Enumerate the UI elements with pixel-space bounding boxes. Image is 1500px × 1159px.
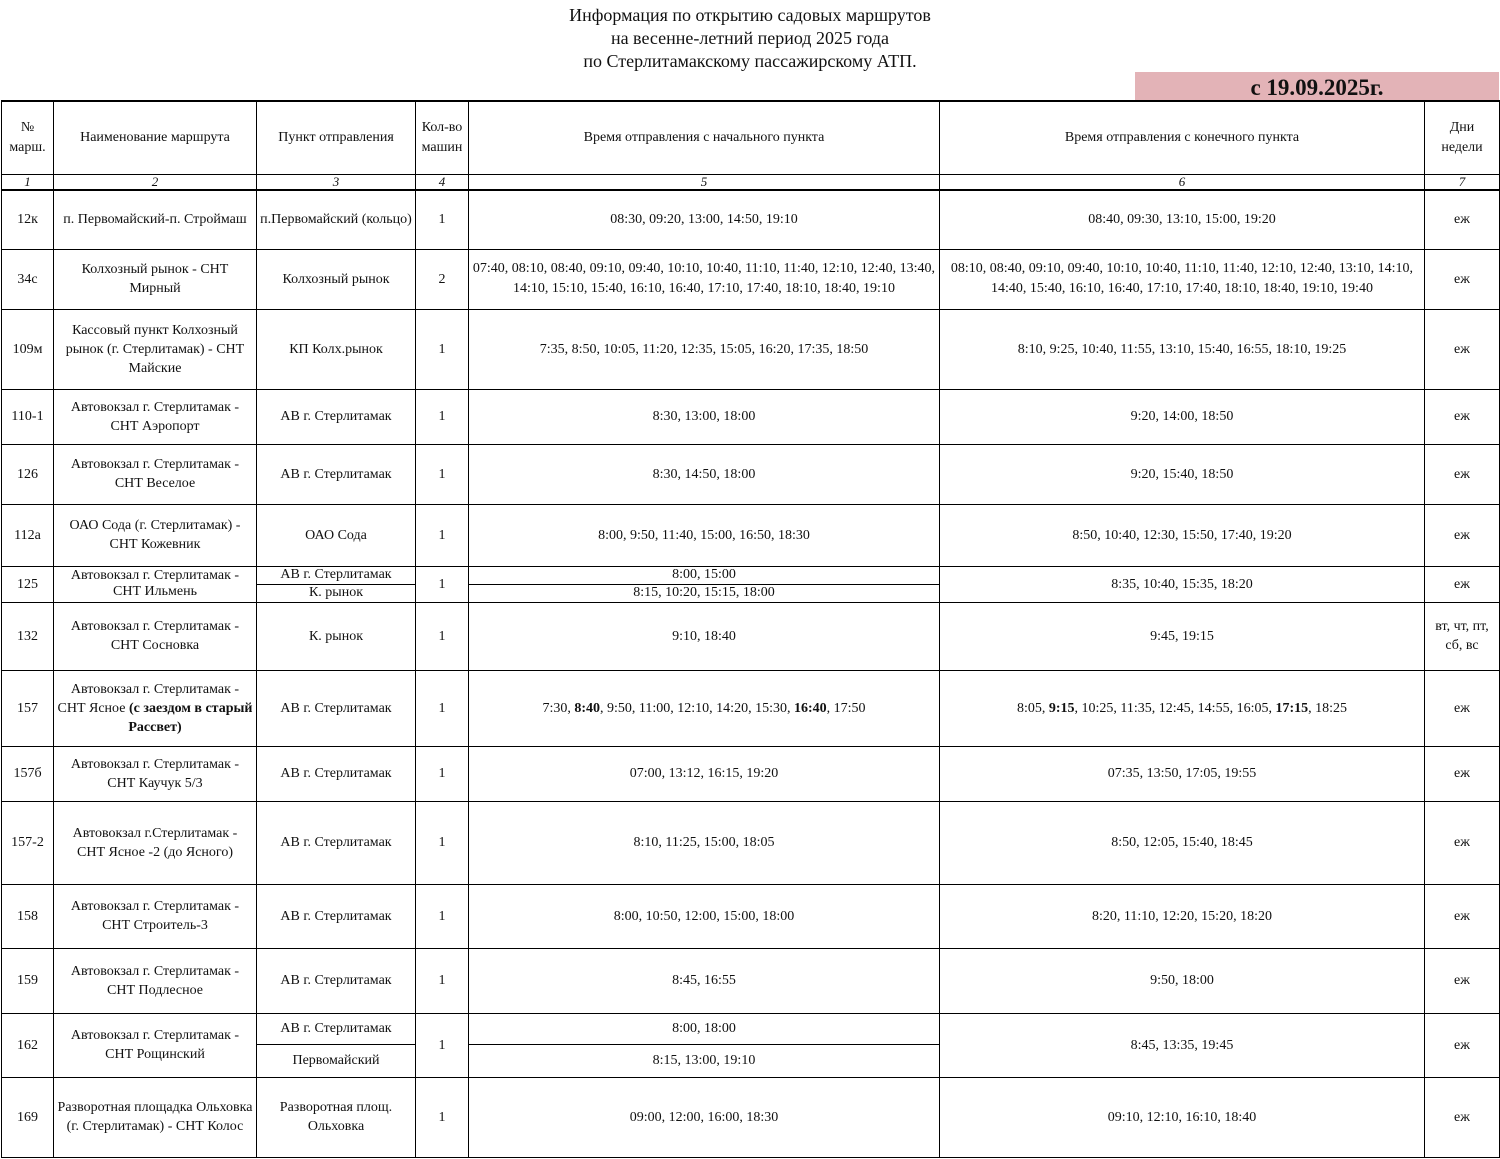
times-start: 8:15, 13:00, 19:10 <box>469 1044 940 1077</box>
times-start: 07:40, 08:10, 08:40, 09:10, 09:40, 10:10, 10:40, 11:10, 11:40, 12:10, 12:40, 13:40, 14:10, 15:10, 15:40, 16:10, 16:40, 17:10, 17:40, 18:10, 18:40, 19:10 <box>469 249 940 309</box>
route-name: Автовокзал г. Стерлитамак - СНТ Сосновка <box>54 602 257 670</box>
departure-point: К. рынок <box>257 584 416 602</box>
vehicle-count: 1 <box>416 504 469 566</box>
times-end: 9:50, 18:00 <box>940 948 1425 1013</box>
vehicle-count: 1 <box>416 444 469 504</box>
time-bold: 9:15 <box>1048 700 1075 716</box>
departure-point: ОАО Сода <box>257 504 416 566</box>
route-number: 159 <box>2 948 54 1013</box>
days-of-week: еж <box>1425 249 1500 309</box>
departure-point: КП Колх.рынок <box>257 309 416 389</box>
table-row <box>2 309 1500 389</box>
days-of-week: вт, чт, пт, сб, вс <box>1425 602 1500 670</box>
table-row <box>2 389 1500 444</box>
days-of-week: еж <box>1425 309 1500 389</box>
route-number: 12к <box>2 190 54 249</box>
days-of-week: еж <box>1425 504 1500 566</box>
table-row <box>2 249 1500 309</box>
departure-point: АВ г. Стерлитамак <box>257 746 416 801</box>
column-number: 2 <box>54 174 257 190</box>
route-number: 34с <box>2 249 54 309</box>
route-number: 157 <box>2 670 54 746</box>
route-number: 126 <box>2 444 54 504</box>
table-row <box>2 504 1500 566</box>
vehicle-count: 1 <box>416 801 469 884</box>
route-name: Колхозный рынок - СНТ Мирный <box>54 249 257 309</box>
header-departure-point: Пункт отправления <box>257 101 416 174</box>
departure-point: п.Первомайский (кольцо) <box>257 190 416 249</box>
route-name-text: Автовокзал г. Стерлитамак - СНТ Ясное <box>57 681 240 716</box>
times-start: 8:00, 15:00 <box>469 566 940 584</box>
departure-point: АВ г. Стерлитамак <box>257 444 416 504</box>
title-line-2: на весенне-летний период 2025 года <box>610 28 890 48</box>
departure-point: АВ г. Стерлитамак <box>257 948 416 1013</box>
departure-point: АВ г. Стерлитамак <box>257 884 416 948</box>
times-end: 9:45, 19:15 <box>940 602 1425 670</box>
days-of-week: еж <box>1425 1013 1500 1077</box>
times-end: 07:35, 13:50, 17:05, 19:55 <box>940 746 1425 801</box>
vehicle-count: 1 <box>416 602 469 670</box>
column-number: 4 <box>416 174 469 190</box>
times-end: 09:10, 12:10, 16:10, 18:40 <box>940 1077 1425 1157</box>
column-number: 7 <box>1425 174 1500 190</box>
route-number: 169 <box>2 1077 54 1157</box>
days-of-week: еж <box>1425 801 1500 884</box>
route-name-note: (с заездом в старый Рассвет) <box>128 700 253 735</box>
table-row <box>2 602 1500 670</box>
header-row <box>2 101 1500 174</box>
table-row <box>2 801 1500 884</box>
route-number: 162 <box>2 1013 54 1077</box>
document-title <box>0 4 1500 73</box>
vehicle-count: 1 <box>416 746 469 801</box>
times-start: 8:30, 14:50, 18:00 <box>469 444 940 504</box>
route-name: Автовокзал г. Стерлитамак - СНТ Ильмень <box>54 566 257 602</box>
route-number: 110-1 <box>2 389 54 444</box>
time-bold: 16:40 <box>793 700 827 716</box>
days-of-week: еж <box>1425 746 1500 801</box>
times-start <box>469 670 940 746</box>
days-of-week: еж <box>1425 884 1500 948</box>
table-row <box>2 566 1500 584</box>
departure-point: АВ г. Стерлитамак <box>257 566 416 584</box>
time-bold: 8:40 <box>574 700 601 716</box>
time-text: , 9:50, 11:00, 12:10, 14:20, 15:30, <box>600 700 794 716</box>
route-name <box>54 670 257 746</box>
times-end: 9:20, 14:00, 18:50 <box>940 389 1425 444</box>
times-start: 7:35, 8:50, 10:05, 11:20, 12:35, 15:05, 16:20, 17:35, 18:50 <box>469 309 940 389</box>
header-route-no: № марш. <box>2 101 54 174</box>
routes-table <box>1 100 1500 1158</box>
title-line-3: по Стерлитамакскому пассажирскому АТП. <box>583 51 917 71</box>
times-end: 8:50, 12:05, 15:40, 18:45 <box>940 801 1425 884</box>
route-name: Автовокзал г. Стерлитамак - СНТ Аэропорт <box>54 389 257 444</box>
route-name: Разворотная площадка Ольховка (г. Стерлитамак) - СНТ Колос <box>54 1077 257 1157</box>
table-row <box>2 444 1500 504</box>
time-text: 8:05, <box>1016 700 1049 716</box>
route-number: 112а <box>2 504 54 566</box>
times-start: 8:30, 13:00, 18:00 <box>469 389 940 444</box>
route-name: Кассовый пункт Колхозный рынок (г. Стерлитамак) - СНТ Майские <box>54 309 257 389</box>
departure-point: Колхозный рынок <box>257 249 416 309</box>
column-number: 5 <box>469 174 940 190</box>
vehicle-count: 2 <box>416 249 469 309</box>
departure-point: Разворотная площ. Ольховка <box>257 1077 416 1157</box>
vehicle-count: 1 <box>416 1013 469 1077</box>
header-route-name: Наименование маршрута <box>54 101 257 174</box>
table-row <box>2 1013 1500 1044</box>
time-text: , 10:25, 11:35, 12:45, 14:55, 16:05, <box>1074 700 1276 716</box>
times-start: 8:45, 16:55 <box>469 948 940 1013</box>
route-number: 157-2 <box>2 801 54 884</box>
times-start: 8:00, 18:00 <box>469 1013 940 1044</box>
column-number: 3 <box>257 174 416 190</box>
days-of-week: еж <box>1425 389 1500 444</box>
days-of-week: еж <box>1425 190 1500 249</box>
vehicle-count: 1 <box>416 309 469 389</box>
departure-point: АВ г. Стерлитамак <box>257 389 416 444</box>
times-end: 9:20, 15:40, 18:50 <box>940 444 1425 504</box>
route-number: 157б <box>2 746 54 801</box>
header-times-start: Время отправления с начального пункта <box>469 101 940 174</box>
table-row <box>2 884 1500 948</box>
times-end: 08:40, 09:30, 13:10, 15:00, 19:20 <box>940 190 1425 249</box>
times-end: 8:20, 11:10, 12:20, 15:20, 18:20 <box>940 884 1425 948</box>
route-name: п. Первомайский-п. Строймаш <box>54 190 257 249</box>
route-name: Автовокзал г. Стерлитамак - СНТ Подлесное <box>54 948 257 1013</box>
departure-point: АВ г. Стерлитамак <box>257 1013 416 1044</box>
effective-date-badge: с 19.09.2025г. <box>1135 72 1499 100</box>
vehicle-count: 1 <box>416 670 469 746</box>
days-of-week: еж <box>1425 948 1500 1013</box>
table-row <box>2 190 1500 249</box>
times-start: 8:00, 10:50, 12:00, 15:00, 18:00 <box>469 884 940 948</box>
days-of-week: еж <box>1425 670 1500 746</box>
times-start: 9:10, 18:40 <box>469 602 940 670</box>
route-name: ОАО Сода (г. Стерлитамак) - СНТ Кожевник <box>54 504 257 566</box>
days-of-week: еж <box>1425 1077 1500 1157</box>
route-name: Автовокзал г. Стерлитамак - СНТ Рощинский <box>54 1013 257 1077</box>
vehicle-count: 1 <box>416 884 469 948</box>
times-start: 07:00, 13:12, 16:15, 19:20 <box>469 746 940 801</box>
times-end: 8:10, 9:25, 10:40, 11:55, 13:10, 15:40, 16:55, 18:10, 19:25 <box>940 309 1425 389</box>
times-start: 8:10, 11:25, 15:00, 18:05 <box>469 801 940 884</box>
times-start: 8:00, 9:50, 11:40, 15:00, 16:50, 18:30 <box>469 504 940 566</box>
time-bold: 17:15 <box>1275 700 1309 716</box>
times-start: 8:15, 10:20, 15:15, 18:00 <box>469 584 940 602</box>
time-text: , 17:50 <box>826 700 866 716</box>
days-of-week: еж <box>1425 444 1500 504</box>
departure-point: К. рынок <box>257 602 416 670</box>
vehicle-count: 1 <box>416 389 469 444</box>
column-number: 6 <box>940 174 1425 190</box>
times-end: 8:50, 10:40, 12:30, 15:50, 17:40, 19:20 <box>940 504 1425 566</box>
times-end: 8:45, 13:35, 19:45 <box>940 1013 1425 1077</box>
route-name: Автовокзал г. Стерлитамак - СНТ Строитель-3 <box>54 884 257 948</box>
table-row <box>2 670 1500 746</box>
vehicle-count: 1 <box>416 566 469 602</box>
times-end: 8:35, 10:40, 15:35, 18:20 <box>940 566 1425 602</box>
vehicle-count: 1 <box>416 948 469 1013</box>
route-name: Автовокзал г. Стерлитамак - СНТ Каучук 5/3 <box>54 746 257 801</box>
time-text: 7:30, <box>542 700 575 716</box>
departure-point: Первомайский <box>257 1044 416 1077</box>
table-row <box>2 746 1500 801</box>
departure-point: АВ г. Стерлитамак <box>257 801 416 884</box>
column-number-row <box>2 174 1500 190</box>
route-number: 109м <box>2 309 54 389</box>
table-row <box>2 1077 1500 1157</box>
route-number: 125 <box>2 566 54 602</box>
times-end: 08:10, 08:40, 09:10, 09:40, 10:10, 10:40, 11:10, 11:40, 12:10, 12:40, 13:10, 14:10, 14:40, 15:40, 16:10, 16:40, 17:10, 17:40, 18:10, 18:40, 19:10, 19:40 <box>940 249 1425 309</box>
vehicle-count: 1 <box>416 1077 469 1157</box>
times-start: 08:30, 09:20, 13:00, 14:50, 19:10 <box>469 190 940 249</box>
route-name: Автовокзал г.Стерлитамак - СНТ Ясное -2 (до Ясного) <box>54 801 257 884</box>
route-name: Автовокзал г. Стерлитамак - СНТ Веселое <box>54 444 257 504</box>
table-row <box>2 948 1500 1013</box>
time-text: , 18:25 <box>1308 700 1348 716</box>
header-days: Дни недели <box>1425 101 1500 174</box>
header-vehicles: Кол-во машин <box>416 101 469 174</box>
times-start: 09:00, 12:00, 16:00, 18:30 <box>469 1077 940 1157</box>
vehicle-count: 1 <box>416 190 469 249</box>
header-times-end: Время отправления с конечного пункта <box>940 101 1425 174</box>
route-number: 132 <box>2 602 54 670</box>
times-end <box>940 670 1425 746</box>
departure-point: АВ г. Стерлитамак <box>257 670 416 746</box>
title-line-1: Информация по открытию садовых маршрутов <box>569 5 931 25</box>
column-number: 1 <box>2 174 54 190</box>
days-of-week: еж <box>1425 566 1500 602</box>
route-number: 158 <box>2 884 54 948</box>
